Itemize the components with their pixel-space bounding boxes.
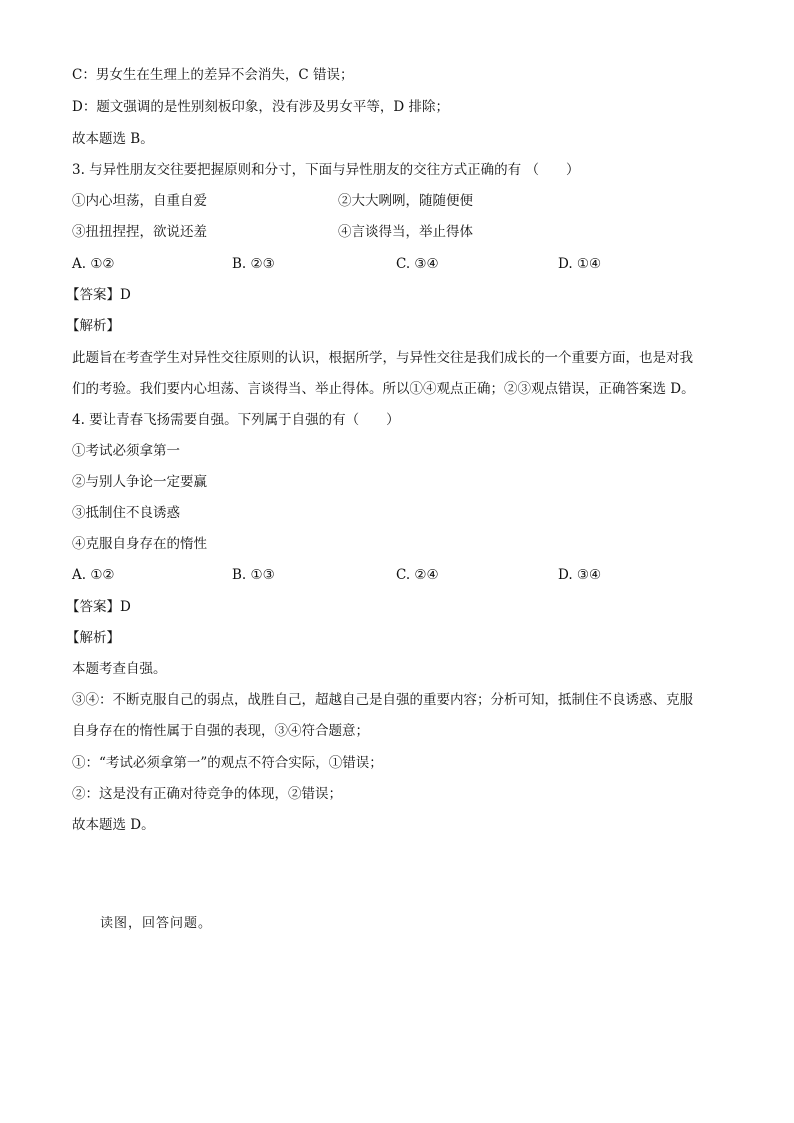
prev-line-d: D：题文强调的是性别刻板印象，没有涉及男女平等，D 排除；	[72, 99, 449, 115]
q3-item-1: ①内心坦荡，自重自爱	[72, 193, 207, 209]
q4-analysis-line-5: ②：这是没有正确对待竞争的体现，②错误；	[72, 786, 342, 802]
q4-item-3: ③抵制住不良诱惑	[72, 505, 180, 521]
q3-answer: 【答案】D	[66, 287, 131, 303]
q4-analysis-line-4: ①：“考试必须拿第一”的观点不符合实际，①错误；	[72, 755, 383, 771]
q4-item-1: ①考试必须拿第一	[72, 443, 180, 459]
q4-choice-c: C. ②④	[396, 567, 439, 583]
q4-item-2: ②与别人争论一定要赢	[72, 474, 207, 490]
q4-conclusion: 故本题选 D。	[72, 817, 155, 833]
q4-analysis-line-1: 本题考查自强。	[72, 661, 167, 677]
q4-analysis-line-2: ③④：不断克服自己的弱点，战胜自己，超越自己是自强的重要内容；分析可知，抵制住不良诱惑、克服	[72, 692, 693, 708]
prev-line-c: C：男女生在生理上的差异不会消失，C 错误；	[72, 67, 354, 83]
prev-conclusion: 故本题选 B。	[72, 131, 154, 147]
q4-stem: 4. 要让青春飞扬需要自强。下列属于自强的有（ ）	[72, 412, 400, 428]
q4-choice-a: A. ①②	[72, 567, 115, 583]
q3-choice-c: C. ③④	[396, 256, 439, 272]
q3-analysis-line-1: 此题旨在考查学生对异性交往原则的认识，根据所学，与异性交往是我们成长的一个重要方面，也是对我	[72, 350, 693, 366]
q4-item-4: ④克服自身存在的惰性	[72, 536, 207, 552]
q4-analysis-line-3: 自身存在的惰性属于自强的表现，③④符合题意；	[72, 723, 369, 739]
q3-stem: 3. 与异性朋友交往要把握原则和分寸，下面与异性朋友的交往方式正确的有 （ ）	[72, 162, 580, 178]
q4-choice-d: D. ③④	[558, 567, 602, 583]
q3-choice-b: B. ②③	[232, 256, 275, 272]
q3-choice-d: D. ①④	[558, 256, 602, 272]
q3-item-2: ②大大咧咧，随随便便	[338, 193, 473, 209]
figure-caption: 读图，回答问题。	[100, 916, 213, 931]
q4-answer: 【答案】D	[66, 599, 131, 615]
q4-choice-b: B. ①③	[232, 567, 275, 583]
q3-choice-a: A. ①②	[72, 256, 115, 272]
q3-item-3: ③扭扭捏捏，欲说还羞	[72, 224, 207, 240]
q4-analysis-label: 【解析】	[66, 630, 120, 646]
q3-item-4: ④言谈得当，举止得体	[338, 224, 473, 240]
q3-analysis-line-2: 们的考验。我们要内心坦荡、言谈得当、举止得体。所以①④观点正确；②③观点错误，正确答案选 D。	[72, 381, 695, 397]
q3-analysis-label: 【解析】	[66, 318, 120, 334]
